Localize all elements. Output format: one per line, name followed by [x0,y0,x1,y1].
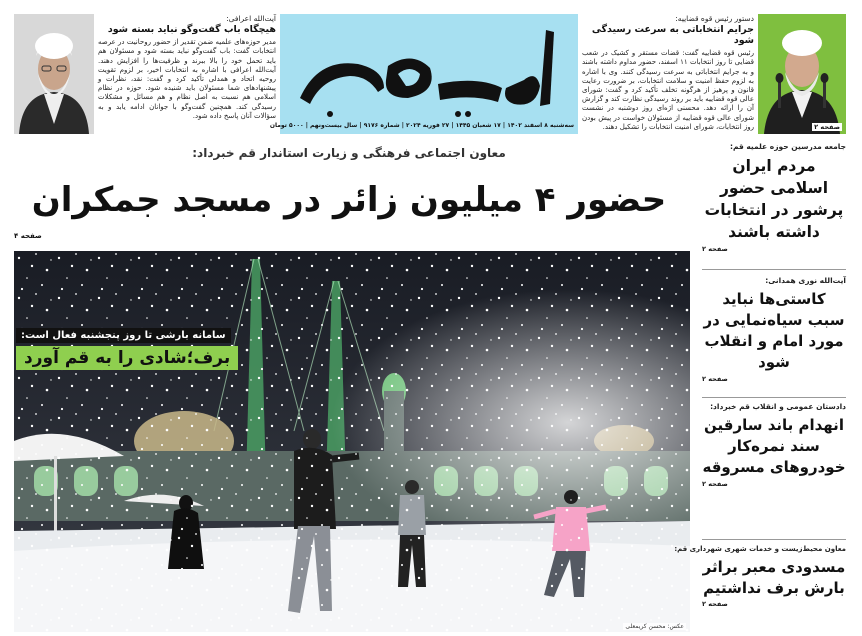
right-box-headline[interactable]: جرایم انتخاباتی به سرعت رسیدگی شود [591,24,754,47]
right-portrait-photo [758,14,846,134]
lead-page-ref: صفحه ۴ [14,232,42,240]
sidebar-item-kicker: جامعه مدرسین حوزه علمیه قم: [729,142,846,151]
left-box-body: مدیر حوزه‌های علمیه ضمن تقدیر از حضور روحانیت در عرصه انتخابات گفت: باب گفت‌وگو نباید بسته شود و مسئولان هم باید تحمل خود را بالا ببرند و ظرفیت‌ها را افزایش دهند. آیت‌الله اعرافی با اشاره به انتخابات اخیر، بر لزوم تقویت روحیه اتحاد و همدلی تأکید کرد و گفت: نقد، نظرات و پیشنهادهای شما مسئولان باید شنیده شود. حوزه در نظام اسلامی هم نسبت به اصل نظام و هم مسائل و مشکلات رسیدگی کند. همچنین گفت‌وگو با جوانان ادامه یابد و به سؤالات آنان پاسخ داده شود. [98,38,276,120]
right-box-body: رئیس قوه قضاییه گفت: قضات مستقر و کشیک در شعب قضایی تا روز انتخابات ۱۱ اسفند، حضور مداوم داشته باشند و به جرایم انتخاباتی به سرعت رسیدگی کنند. وی با اشاره به لزوم حفظ امنیت و سلامت انتخابات، بر ضرورت رعایت قانون و پرهیز از هرگونه تخلف تأکید کرد و گفت: شورای عالی قوه قضاییه باید بر روند رسیدگی نظارت کند و گزارش آن را ارائه دهد. محسنی اژه‌ای روز دوشنبه در نشست شورای عالی قوه قضاییه از مسئولان خواست در پیش بودن روز انتخابات، شورای امنیت انتخابات را تشکیل دهند. [582,49,754,131]
left-box-kicker: آیت‌الله اعرافی: [226,14,276,23]
lead-headline[interactable]: حضور ۴ میلیون زائر در مسجد جمکران [31,180,667,220]
photo-credit: عکس: محسن کریمعلی [625,623,684,630]
right-box-page-ref: صفحه ۲ [814,123,840,131]
sidebar-item [702,402,846,532]
sidebar-item-page-ref: صفحه ۲ [702,245,728,253]
sidebar-divider [702,269,846,270]
left-portrait-photo [14,14,94,134]
sidebar-item-headline[interactable]: مسدودی معبر براثر بارش برف نداشتیم [702,558,846,597]
sidebar-item-headline[interactable]: مردم ایران اسلامی حضور پرشور در انتخابات داشته باشند [704,157,844,241]
sidebar-item-page-ref: صفحه ۲ [702,600,728,608]
sidebar-item-headline[interactable]: انهدام باند سارقین سند نمره‌کار خودروهای مسروقه [702,416,846,476]
sidebar [674,142,846,632]
masthead [269,14,578,134]
sidebar-item [702,276,846,392]
sidebar-item-page-ref: صفحه ۲ [702,375,728,383]
sidebar-item-kicker: آیت‌الله نوری همدانی: [765,276,846,285]
main-photo-snow-jamkaran [14,251,690,632]
sidebar-item-kicker: دادستان عمومی و انقلاب قم خبرداد: [710,402,846,411]
sidebar-item-kicker: معاون محیط‌زیست و خدمات شهری شهرداری قم: [674,545,846,553]
sidebar-item-page-ref: صفحه ۲ [702,480,728,488]
masthead-logo [288,18,570,122]
right-feature-box [582,14,846,134]
sidebar-item [702,142,846,262]
photo-kicker: سامانه بارشی تا روز پنجشنبه فعال است: [16,328,231,343]
sidebar-divider [702,539,846,540]
masthead-date-line: سه‌شنبه ۸ اسفند ۱۴۰۲ | ۱۷ شعبان ۱۴۴۵ | ۲۷ فوریه ۲۰۲۴ | شماره ۹۱۷۶ | سال بیست‌ونهم | ۵۰۰۰ تومان [269,122,574,129]
left-feature-box [14,14,276,134]
left-box-headline[interactable]: هیچگاه باب گفت‌وگو نباید بسته شود [107,24,276,36]
sidebar-item-headline[interactable]: کاستی‌ها نباید سبب سیاه‌نمایی در مورد امام و انقلاب شود [703,290,845,371]
right-box-kicker: دستور رئیس قوه قضاییه: [675,14,754,23]
sidebar-item [674,545,846,632]
sidebar-divider [702,397,846,398]
photo-caption[interactable]: برف؛شادی را به قم آورد [16,346,238,370]
lead-kicker: معاون اجتماعی فرهنگی و زیارت استاندار قم خبرداد: [192,146,506,160]
